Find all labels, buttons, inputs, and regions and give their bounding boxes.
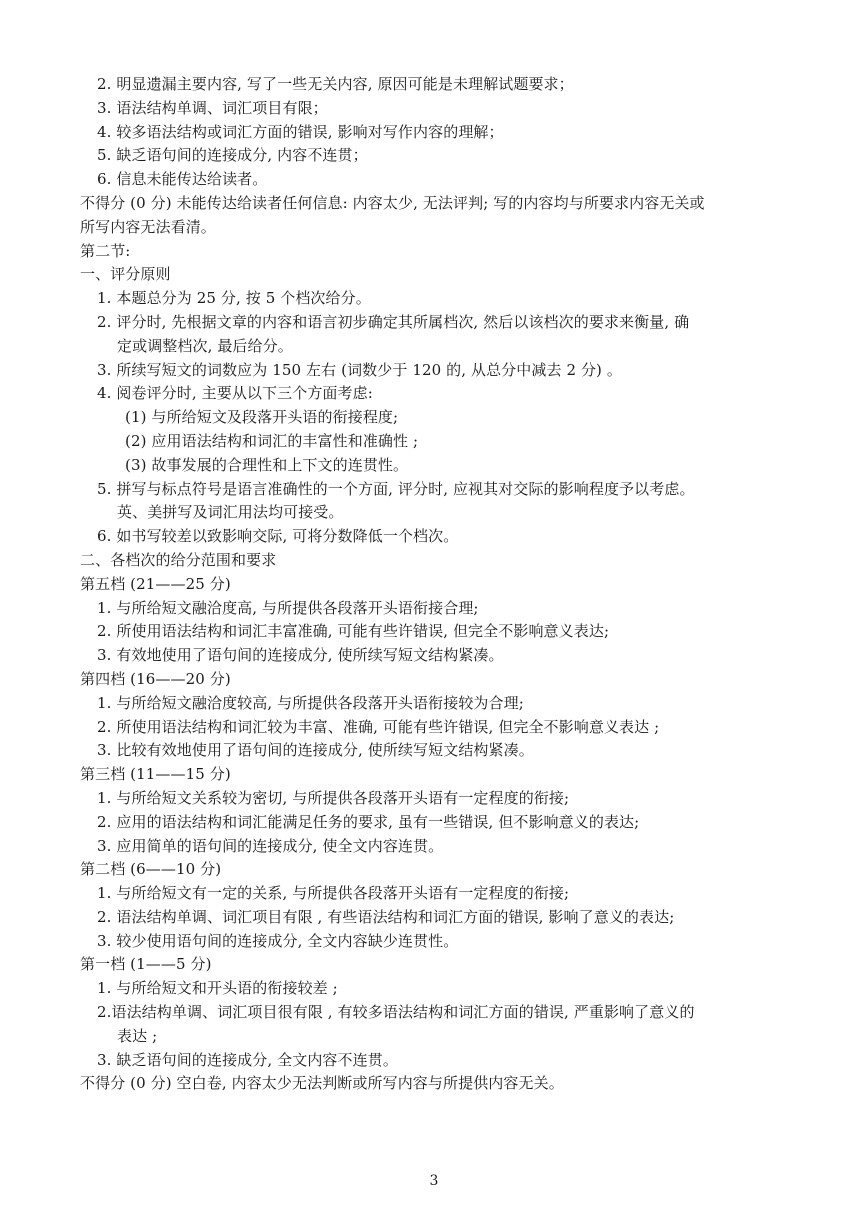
text-line: 1. 与所给短文融洽度高, 与所提供各段落开头语衔接合理; [97,598,479,617]
text-line: 第四档 (16——20 分) [80,669,231,688]
text-line: 1. 与所给短文有一定的关系, 与所提供各段落开头语有一定程度的衔接; [97,884,570,903]
text-line: 3. 比较有效地使用了语句间的连接成分, 使所续写短文结构紧凑。 [97,741,534,760]
text-line: (3) 故事发展的合理性和上下文的连贯性。 [125,455,409,474]
text-line: 5. 拼写与标点符号是语言准确性的一个方面, 评分时, 应视其对交际的影响程度予以考虑。 [97,479,695,498]
text-line: (1) 与所给短文及段落开头语的衔接程度; [125,408,399,427]
text-line: 2. 应用的语法结构和词汇能满足任务的要求, 虽有一些错误, 但不影响意义的表达; [97,812,640,831]
text-line: 1. 与所给短文融洽度较高, 与所提供各段落开头语衔接较为合理; [97,693,524,712]
text-line: 1. 本题总分为 25 分, 按 5 个档次给分。 [97,289,371,308]
text-line: 第三档 (11——15 分) [80,765,231,784]
text-line: 1. 与所给短文和开头语的衔接较差 ; [97,979,338,998]
text-line: 二、各档次的给分范围和要求 [80,550,277,569]
text-line: 3. 应用简单的语句间的连接成分, 使全文内容连贯。 [97,836,444,855]
document-body [80,73,792,1096]
text-line: 6. 信息未能传达给读者。 [97,170,268,189]
text-line: 不得分 (0 分) 空白卷, 内容太少无法判断或所写内容与所提供内容无关。 [80,1074,564,1093]
text-line: 3. 所续写短文的词数应为 150 左右 (词数少于 120 的, 从总分中减去 2 分) 。 [97,360,622,379]
text-line: 2. 语法结构单调、词汇项目有限 , 有些语法结构和词汇方面的错误, 影响了意义的表达; [97,907,675,926]
text-line: 1. 与所给短文关系较为密切, 与所提供各段落开头语有一定程度的衔接; [97,788,570,807]
text-line: 2. 评分时, 先根据文章的内容和语言初步确定其所属档次, 然后以该档次的要求来衡量, 确 [97,312,690,331]
text-line: 4. 较多语法结构或词汇方面的错误, 影响对写作内容的理解； [97,122,504,141]
text-line: 第二节: [80,241,131,260]
text-line: 第一档 (1——5 分) [80,955,212,974]
text-line: 一、评分原则 [80,265,171,284]
page-number: 3 [429,1173,439,1189]
text-line: 4. 阅卷评分时, 主要从以下三个方面考虑: [97,384,373,403]
text-line: 3. 较少使用语句间的连接成分, 全文内容缺少连贯性。 [97,931,459,950]
text-line: 6. 如书写较差以致影响交际, 可将分数降低一个档次。 [97,527,459,546]
text-line: 不得分 (0 分) 未能传达给读者任何信息: 内容太少, 无法评判; 写的内容均与所要求内容无关或 [80,193,705,212]
text-line: 定或调整档次, 最后给分。 [117,336,293,355]
text-line: 3. 缺乏语句间的连接成分, 全文内容不连贯。 [97,1050,398,1069]
text-line: 2. 明显遗漏主要内容, 写了一些无关内容, 原因可能是未理解试题要求； [97,75,574,93]
text-line: 3. 语法结构单调、词汇项目有限； [97,98,328,117]
text-line: 2. 所使用语法结构和词汇丰富准确, 可能有些许错误, 但完全不影响意义表达; [97,622,610,641]
text-line: 所写内容无法看清。 [80,217,216,236]
text-line: 5. 缺乏语句间的连接成分, 内容不连贯； [97,146,368,165]
text-line: (2) 应用语法结构和词汇的丰富性和准确性 ; [125,431,419,450]
text-line: 第二档 (6——10 分) [80,860,222,879]
text-line: 第五档 (21——25 分) [80,574,231,593]
text-line: 2.语法结构单调、词汇项目很有限 , 有较多语法结构和词汇方面的错误, 严重影响了意义的 [97,1003,695,1022]
text-line: 英、美拼写及词汇用法均可接受。 [117,503,344,522]
text-line: 3. 有效地使用了语句间的连接成分, 使所续写短文结构紧凑。 [97,646,504,665]
text-line: 表达 ; [117,1026,158,1045]
text-line: 2. 所使用语法结构和词汇较为丰富、准确, 可能有些许错误, 但完全不影响意义表达 ; [97,717,660,736]
